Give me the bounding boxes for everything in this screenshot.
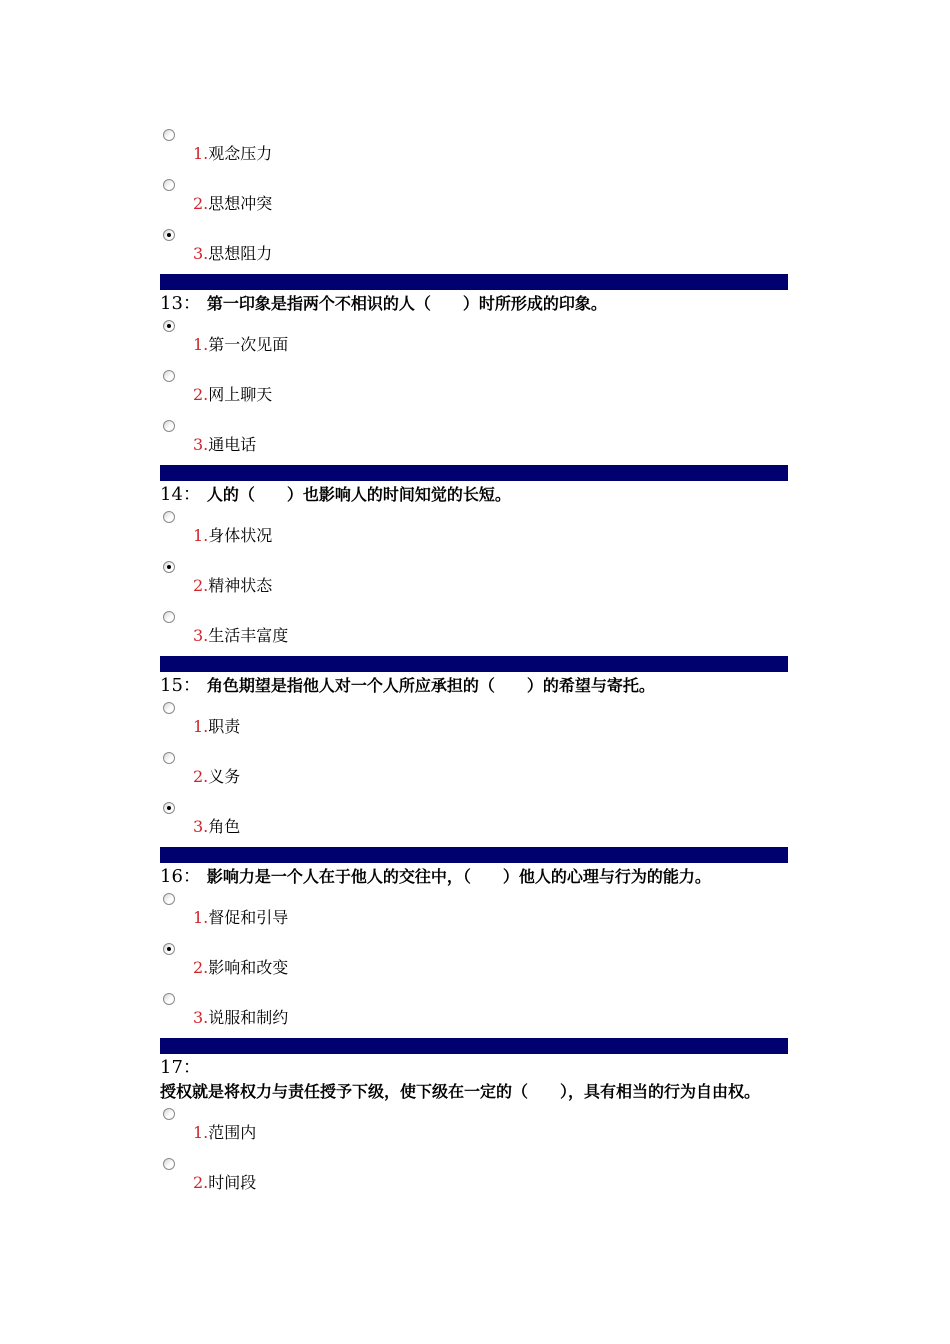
answer-option-text: 身体状况: [208, 526, 273, 545]
answer-option-number: 2.: [193, 385, 209, 404]
answer-option-text: 角色: [208, 817, 241, 836]
answer-option-number: 3.: [193, 244, 209, 263]
radio-unselected-icon[interactable]: [163, 370, 175, 382]
answer-option-number: 3.: [193, 1008, 209, 1027]
question-number: 16：: [160, 866, 201, 887]
question-options: [160, 697, 788, 847]
answer-option-text: 通电话: [208, 435, 257, 454]
question-divider-bar: [160, 847, 788, 863]
answer-option-1[interactable]: [160, 697, 788, 747]
answer-option-label: [193, 143, 272, 165]
answer-option-text: 思想冲突: [208, 194, 273, 213]
radio-selected-icon[interactable]: [163, 943, 175, 955]
answer-option-label: [193, 193, 272, 215]
answer-option-label: [193, 1122, 256, 1144]
answer-option-number: 1.: [193, 908, 209, 927]
radio-selected-icon[interactable]: [163, 802, 175, 814]
answer-option-label: [193, 525, 272, 547]
question-text: 人的（ ）也影响人的时间知觉的长短。: [206, 485, 511, 504]
question-12-options: [160, 124, 788, 274]
radio-selected-icon[interactable]: [163, 229, 175, 241]
question-header: [160, 866, 788, 888]
answer-option-number: 1.: [193, 526, 209, 545]
answer-option-number: 2.: [193, 767, 209, 786]
answer-option-number: 2.: [193, 194, 209, 213]
question-number: 17：: [160, 1057, 201, 1078]
answer-option-label: [193, 1172, 256, 1194]
answer-option-number: 2.: [193, 958, 209, 977]
answer-option-3[interactable]: [160, 606, 788, 656]
answer-option-number: 2.: [193, 576, 209, 595]
question-header: [160, 675, 788, 697]
radio-unselected-icon[interactable]: [163, 129, 175, 141]
radio-unselected-icon[interactable]: [163, 993, 175, 1005]
answer-option-text: 时间段: [208, 1173, 257, 1192]
answer-option-number: 1.: [193, 335, 209, 354]
answer-option-1[interactable]: [160, 506, 788, 556]
radio-unselected-icon[interactable]: [163, 420, 175, 432]
answer-option-label: [193, 384, 272, 406]
radio-unselected-icon[interactable]: [163, 179, 175, 191]
answer-option-text: 生活丰富度: [208, 626, 289, 645]
radio-unselected-icon[interactable]: [163, 752, 175, 764]
answer-option-number: 3.: [193, 435, 209, 454]
question-header: [160, 293, 788, 315]
question-text: 授权就是将权力与责任授予下级，使下级在一定的（ ），具有相当的行为自由权。: [160, 1082, 761, 1101]
radio-selected-icon[interactable]: [163, 320, 175, 332]
answer-option-text: 精神状态: [208, 576, 273, 595]
answer-option-2[interactable]: [160, 365, 788, 415]
question-number: 13：: [160, 293, 201, 314]
question-options: [160, 1103, 788, 1203]
question-header: [160, 484, 788, 506]
answer-option-2[interactable]: [160, 747, 788, 797]
answer-option-label: [193, 434, 256, 456]
answer-option-text: 网上聊天: [208, 385, 273, 404]
answer-option-2[interactable]: [160, 174, 788, 224]
answer-option-1[interactable]: [160, 315, 788, 365]
answer-option-number: 1.: [193, 717, 209, 736]
answer-option-text: 说服和制约: [208, 1008, 289, 1027]
answer-option-text: 影响和改变: [208, 958, 289, 977]
answer-option-number: 3.: [193, 626, 209, 645]
answer-option-label: [193, 243, 272, 265]
answer-option-1[interactable]: [160, 1103, 788, 1153]
answer-option-text: 范围内: [208, 1123, 257, 1142]
question-number: 14：: [160, 484, 201, 505]
answer-option-label: [193, 766, 240, 788]
answer-option-text: 第一次见面: [208, 335, 289, 354]
question-divider-bar: [160, 274, 788, 290]
answer-option-number: 1.: [193, 144, 209, 163]
answer-option-3[interactable]: [160, 224, 788, 274]
question-divider-bar: [160, 656, 788, 672]
answer-option-2[interactable]: [160, 1153, 788, 1203]
answer-option-3[interactable]: [160, 988, 788, 1038]
answer-option-text: 观念压力: [208, 144, 273, 163]
radio-unselected-icon[interactable]: [163, 511, 175, 523]
question-options: [160, 315, 788, 465]
radio-unselected-icon[interactable]: [163, 1158, 175, 1170]
answer-option-number: 3.: [193, 817, 209, 836]
question-text: 影响力是一个人在于他人的交往中，（ ）他人的心理与行为的能力。: [206, 867, 711, 886]
answer-option-label: [193, 716, 240, 738]
question-options: [160, 888, 788, 1038]
answer-option-text: 思想阻力: [208, 244, 273, 263]
answer-option-label: [193, 816, 240, 838]
answer-option-number: 1.: [193, 1123, 209, 1142]
question-options: [160, 506, 788, 656]
radio-selected-icon[interactable]: [163, 561, 175, 573]
question-number: 15：: [160, 675, 201, 696]
radio-unselected-icon[interactable]: [163, 1108, 175, 1120]
answer-option-label: [193, 907, 288, 929]
radio-unselected-icon[interactable]: [163, 702, 175, 714]
question-divider-bar: [160, 465, 788, 481]
answer-option-label: [193, 625, 288, 647]
question-divider-bar: [160, 1038, 788, 1054]
answer-option-2[interactable]: [160, 556, 788, 606]
answer-option-text: 义务: [208, 767, 241, 786]
answer-option-3[interactable]: [160, 797, 788, 847]
quiz-page: [160, 124, 788, 1203]
radio-unselected-icon[interactable]: [163, 611, 175, 623]
question-text: 第一印象是指两个不相识的人（ ）时所形成的印象。: [206, 294, 607, 313]
answer-option-2[interactable]: [160, 938, 788, 988]
question-header: [160, 1057, 788, 1103]
answer-option-text: 职责: [208, 717, 241, 736]
answer-option-1[interactable]: [160, 124, 788, 174]
answer-option-label: [193, 334, 288, 356]
answer-option-3[interactable]: [160, 415, 788, 465]
answer-option-label: [193, 575, 272, 597]
answer-option-label: [193, 1007, 288, 1029]
answer-option-1[interactable]: [160, 888, 788, 938]
radio-unselected-icon[interactable]: [163, 893, 175, 905]
answer-option-label: [193, 957, 288, 979]
answer-option-text: 督促和引导: [208, 908, 289, 927]
question-text: 角色期望是指他人对一个人所应承担的（ ）的希望与寄托。: [206, 676, 655, 695]
answer-option-number: 2.: [193, 1173, 209, 1192]
